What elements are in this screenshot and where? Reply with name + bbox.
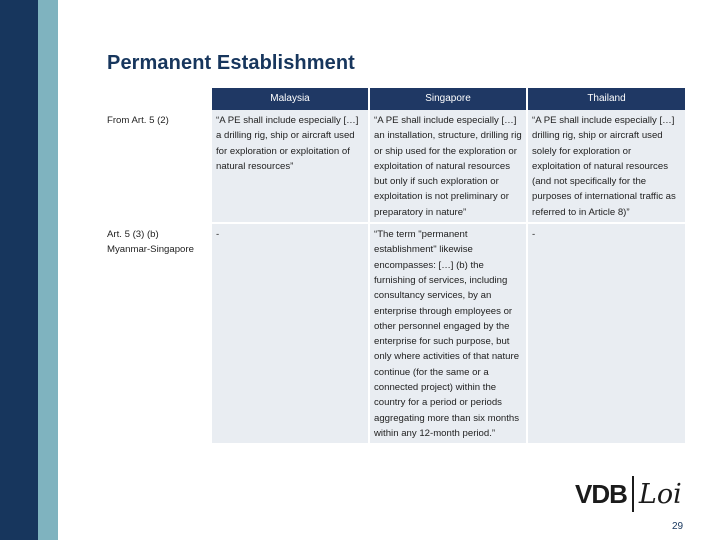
- cell-malaysia: -: [211, 223, 369, 443]
- table-row: [107, 223, 685, 443]
- header-blank: [107, 88, 211, 110]
- logo-text-vdb: VDB: [575, 478, 627, 509]
- firm-logo: [575, 474, 682, 514]
- logo-divider: [632, 476, 634, 512]
- cell-singapore: “The term "permanent establishment" likewise encompasses: […] (b) the furnishing of services, including consultancy services, by an enterprise through employees or other personnel engaged by the enterprise for such purpose, but only where activities of that nature continue (for the same or a connected project) within the country for a period or periods aggregating more than six months within any 12-month period.”: [369, 223, 527, 443]
- cell-singapore: “A PE shall include especially […] an installation, structure, drilling rig or ship used for the exploration or exploitation of natural resources but only if such exploration or exploitation is not preliminary or preparatory in nature”: [369, 110, 527, 223]
- cell-thailand: -: [527, 223, 685, 443]
- table-header-row: [107, 88, 685, 110]
- cell-malaysia: “A PE shall include especially […] a drilling rig, ship or aircraft used for exploration or exploitation of natural resources”: [211, 110, 369, 223]
- row-label: [107, 223, 211, 443]
- logo-text-loi: Loi: [638, 478, 682, 510]
- comparison-table: [107, 88, 685, 443]
- header-thailand: Thailand: [527, 88, 685, 110]
- row-label-line2: Myanmar-Singapore: [107, 244, 194, 256]
- slide-title: Permanent Establishment: [107, 52, 355, 74]
- left-accent-bar-navy: [0, 0, 38, 540]
- row-label-line1: Art. 5 (3) (b): [107, 229, 159, 241]
- page-number: 29: [672, 521, 684, 532]
- table-row: [107, 110, 685, 223]
- header-malaysia: Malaysia: [211, 88, 369, 110]
- header-singapore: Singapore: [369, 88, 527, 110]
- cell-thailand: “A PE shall include especially […] drilling rig, ship or aircraft used solely for exploration or exploitation of natural resources (and not specifically for the purposes of international traffic as referred to in Article 8)”: [527, 110, 685, 223]
- row-label: From Art. 5 (2): [107, 110, 211, 223]
- left-accent-bar-teal: [38, 0, 58, 540]
